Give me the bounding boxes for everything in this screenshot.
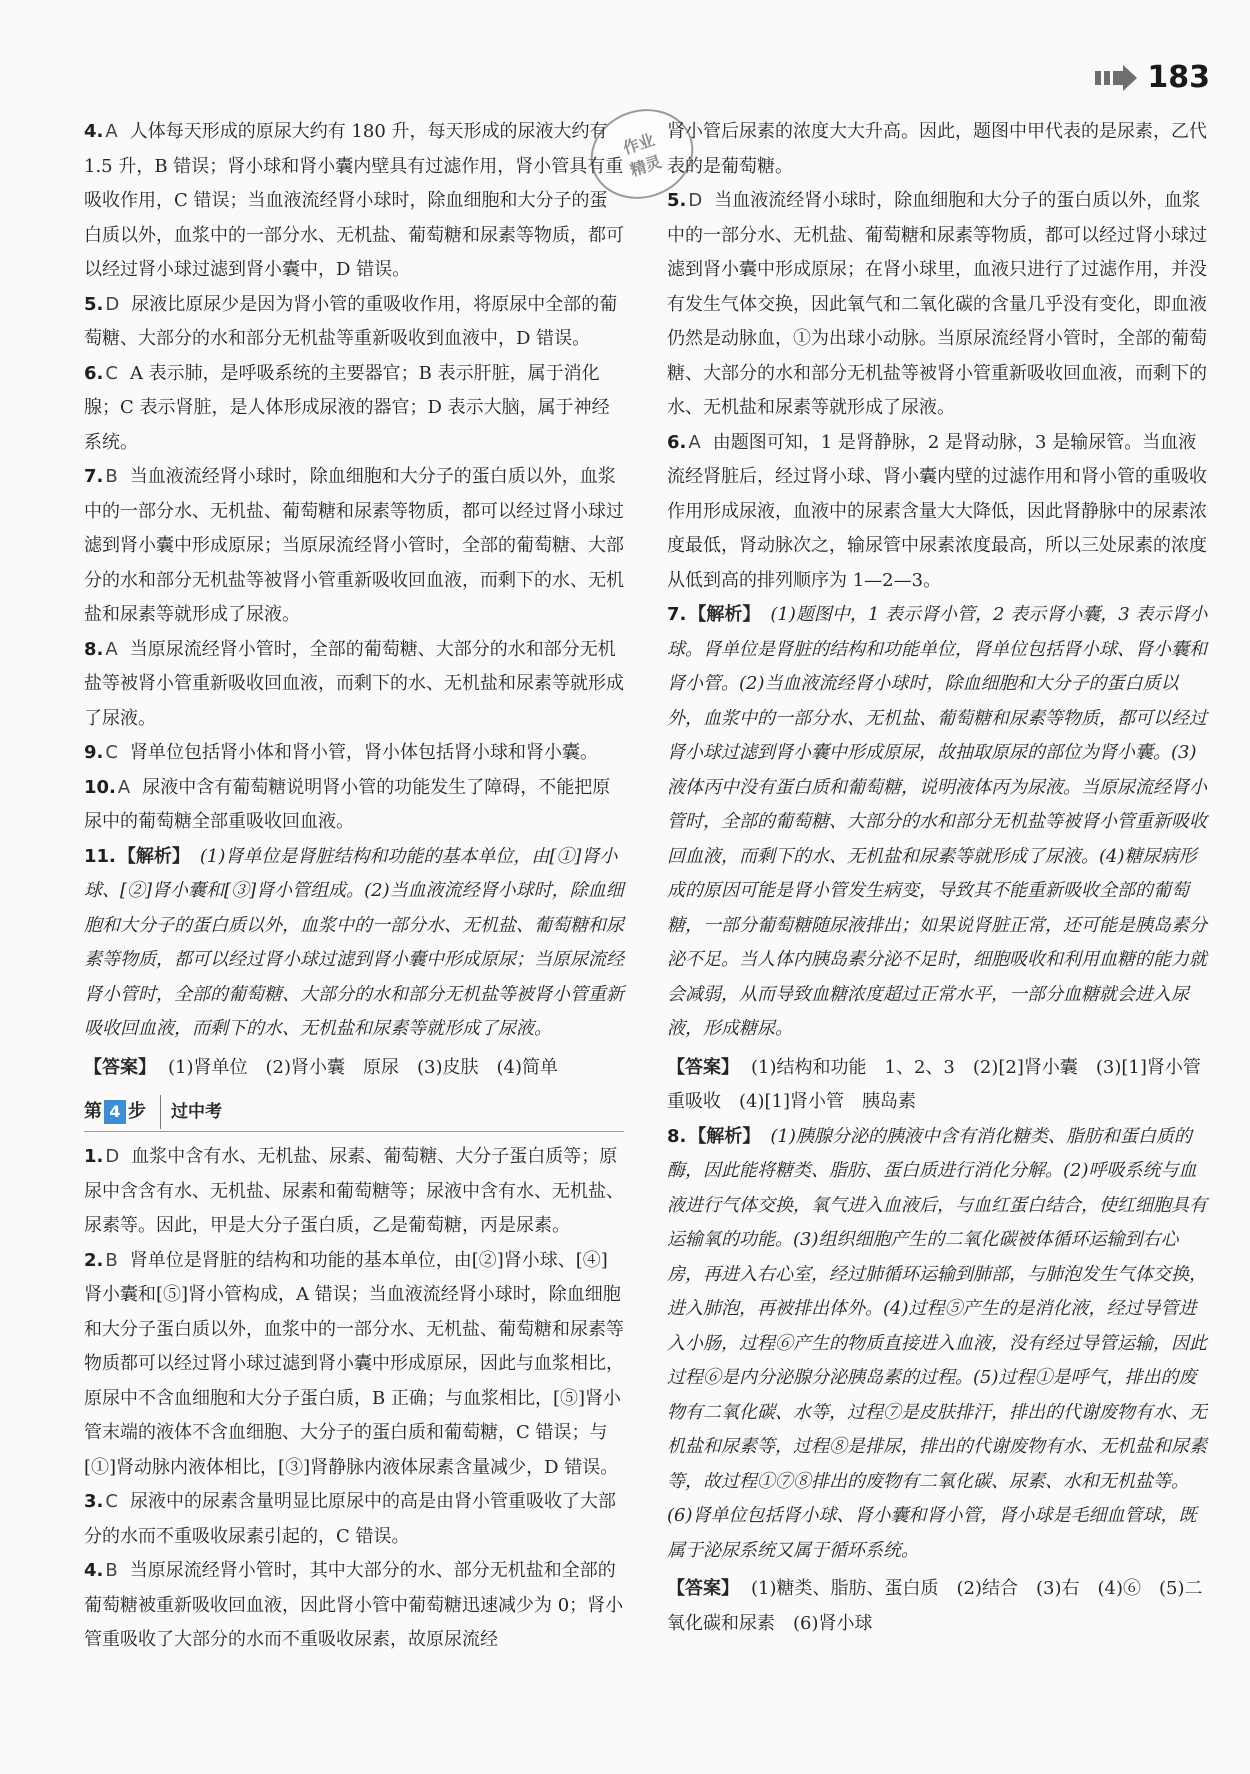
section-header <box>84 1095 624 1132</box>
item-number: 9. <box>84 742 104 763</box>
answer-key <box>667 1051 1219 1120</box>
item-explanation: (1)题图中，1 表示肾小管，2 表示肾小囊，3 表示肾小球。肾单位是肾脏的结构和功能单位，肾单位包括肾小球、肾小囊和肾小管。(2)当血液流经肾小球时，除血细胞和大分子的蛋白质以外，血浆中的一部分水、无机盐、葡萄糖和尿素等物质，都可以经过肾小球过滤到肾小囊中形成原尿，故抽取原尿的部位为肾小囊。(3)液体丙中没有蛋白质和葡萄糖，说明液体丙为尿液。当原尿流经肾小管时，全部的葡萄糖、大部分的水和部分无机盐等被肾小管重新吸收回血液，而剩下的水、无机盐和尿素等就形成了尿液。(4)糖尿病形成的原因可能是肾小管发生病变，导致其不能重新吸收全部的葡萄糖，一部分葡萄糖随尿液排出；如果说肾脏正常，还可能是胰岛素分泌不足。当人体内胰岛素分泌不足时，细胞吸收和利用血糖的能力就会减弱，从而导致血糖浓度超过正常水平，一部分血糖就会进入尿液，形成糖尿。 <box>667 604 1208 1039</box>
item-answer: C <box>105 362 118 384</box>
answer-item <box>84 771 624 840</box>
item-number: 7. <box>84 466 104 487</box>
answer-label: 【答案】 <box>84 1056 156 1078</box>
item-explanation: 尿液比原尿少是因为肾小管的重吸收作用，将原尿中全部的葡萄糖、大部分的水和部分无机盐等重新吸收到血液中，D 错误。 <box>84 293 618 349</box>
stamp-line1: 作业 <box>620 130 657 158</box>
item-answer: C <box>105 1491 118 1512</box>
item-answer: B <box>105 1560 118 1581</box>
item-number: 7. <box>667 604 687 625</box>
answer-item <box>84 1485 624 1554</box>
answer-item <box>667 184 1212 426</box>
section-title: 过中考 <box>160 1095 222 1130</box>
item-number: 5. <box>667 190 687 211</box>
item-number: 4. <box>84 1560 104 1581</box>
item-number: 1. <box>84 1146 104 1167</box>
item-answer: B <box>105 1249 118 1271</box>
answer-item <box>84 736 624 771</box>
item-explanation: 当血液流经肾小球时，除血细胞和大分子的蛋白质以外，血浆中的一部分水、无机盐、葡萄糖和尿素等物质，都可以经过肾小球过滤到肾小囊中形成原尿；当原尿流经肾小管时，全部的葡萄糖、大部分的水和部分无机盐等被肾小管重新吸收回血液，而剩下的水、无机盐和尿素等就形成了尿液。 <box>84 466 624 625</box>
answer-item <box>84 1140 624 1244</box>
item-explanation: 由题图可知，1 是肾静脉，2 是肾动脉，3 是输尿管。当血液流经肾脏后，经过肾小球、肾小囊内壁的过滤作用和肾小管的重吸收作用形成尿液，血液中的尿素含量大大降低，因此肾静脉中的尿素浓度最低，肾动脉次之，输尿管中尿素浓度最高，所以三处尿素的浓度从低到高的排列顺序为 1—2—3。 <box>667 431 1207 591</box>
answer-item <box>84 288 624 357</box>
analysis-label: 【解析】 <box>117 845 190 867</box>
right-column <box>667 115 1219 1641</box>
answer-item <box>84 460 624 633</box>
item-answer: A <box>105 638 118 660</box>
item-number: 5. <box>84 293 104 315</box>
item-number: 3. <box>84 1491 104 1512</box>
answer-label: 【答案】 <box>667 1578 739 1599</box>
item-number: 6. <box>667 431 687 453</box>
answer-item <box>667 426 1212 599</box>
answer-item <box>84 633 624 737</box>
item-explanation: 尿液中含有葡萄糖说明肾小管的功能发生了障碍，不能把原尿中的葡萄糖全部重吸收回血液。 <box>84 776 611 832</box>
item-number: 10. <box>84 776 116 798</box>
arrow-right-icon <box>1095 65 1137 91</box>
step-number: 4 <box>104 1100 126 1124</box>
item-explanation: (1)胰腺分泌的胰液中含有消化糖类、脂肪和蛋白质的酶，因此能将糖类、脂肪、蛋白质进行消化分解。(2)呼吸系统与血液进行气体交换，氧气进入血液后，与血红蛋白结合，使红细胞具有运输氧的功能。(3)组织细胞产生的二氧化碳被体循环运输到右心房，再进入右心室，经过肺循环运输到肺部，与肺泡发生气体交换，进入肺泡，再被排出体外。(4)过程⑤产生的是消化液，经过导管进入小肠，过程⑥产生的物质直接进入血液，没有经过导管运输，因此过程⑥是内分泌腺分泌胰岛素的过程。(5)过程①是呼气，排出的废物有二氧化碳、水等，过程⑦是皮肤排汗，排出的代谢废物有水、无机盐和尿素等，过程⑧是排尿，排出的代谢废物有水、无机盐和尿素等，故过程①⑦⑧排出的废物有二氧化碳、尿素、水和无机盐等。(6)肾单位包括肾小球、肾小囊和肾小管，肾小球是毛细血管球，既属于泌尿系统又属于循环系统。 <box>667 1125 1207 1561</box>
item-answer: A <box>688 431 701 453</box>
answer-text: (1)肾单位 (2)肾小囊 原尿 (3)皮肤 (4)简单 <box>168 1056 558 1078</box>
page-header <box>1095 60 1210 95</box>
item-answer: A <box>117 776 131 798</box>
item-explanation: 当原尿流经肾小管时，全部的葡萄糖、大部分的水和部分无机盐等被肾小管重新吸收回血液，而剩下的水、无机盐和尿素等就形成了尿液。 <box>84 638 624 729</box>
item-answer: C <box>105 742 118 763</box>
left-column <box>84 115 624 1658</box>
item-explanation: 尿液中的尿素含量明显比原尿中的高是由肾小管重吸收了大部分的水而不重吸收尿素引起的，C 错误。 <box>84 1491 616 1547</box>
answer-text: (1)糖类、脂肪、蛋白质 (2)结合 (3)右 (4)⑥ (5)二氧化碳和尿素 (6)肾小球 <box>667 1578 1203 1634</box>
item-explanation: 肾单位包括肾小体和肾小管，肾小体包括肾小球和肾小囊。 <box>129 742 598 763</box>
item-explanation: 肾单位是肾脏的结构和功能的基本单位，由[②]肾小球、[④]肾小囊和[⑤]肾小管构成，A 错误；当血液流经肾小球时，除血细胞和大分子蛋白质以外，血浆中的一部分水、无机盐、葡萄糖和尿素等物质都可以经过肾小球过滤到肾小囊中形成原尿，因此与血浆相比，原尿中不含血细胞和大分子蛋白质，B 正确；与血浆相比，[⑤]肾小管末端的液体不含血细胞、大分子的蛋白质和葡萄糖，C 错误；与[①]肾动脉内液体相比，[③]肾静脉内液体尿素含量减少，D 错误。 <box>84 1249 624 1478</box>
item-explanation: 人体每天形成的原尿大约有 180 升，每天形成的尿液大约有 1.5 升，B 错误；肾小球和肾小囊内壁具有过滤作用，肾小管具有重吸收作用，C 错误；当血液流经肾小球时，除血细胞和大分子的蛋白质以外，血浆中的一部分水、无机盐、葡萄糖和尿素等物质，都可以经过肾小球过滤到肾小囊中，D 错误。 <box>84 121 624 280</box>
item-number: 8. <box>667 1125 687 1147</box>
item-answer: B <box>105 466 118 487</box>
item-explanation: (1)肾单位是肾脏结构和功能的基本单位，由[①]肾小球、[②]肾小囊和[③]肾小管组成。(2)当血液流经肾小球时，除血细胞和大分子的蛋白质以外，血浆中的一部分水、无机盐、葡萄糖和尿素等物质，都可以经过肾小球过滤到肾小囊中形成原尿；当原尿流经肾小管时，全部的葡萄糖、大部分的水和部分无机盐等被肾小管重新吸收回血液，而剩下的水、无机盐和尿素等就形成了尿液。 <box>84 845 624 1039</box>
item-number: 4. <box>84 121 104 142</box>
answer-key <box>84 1051 624 1086</box>
analysis-label: 【解析】 <box>688 1125 761 1147</box>
continued-text: 肾小管后尿素的浓度大大升高。因此，题图中甲代表的是尿素，乙代表的是葡萄糖。 <box>667 121 1207 177</box>
answer-item <box>84 357 624 461</box>
answer-item <box>84 115 624 288</box>
item-answer: D <box>105 1146 120 1167</box>
item-number: 11. <box>84 845 116 867</box>
answer-item <box>667 598 1212 1047</box>
answer-item <box>84 1554 624 1658</box>
item-explanation: 血浆中含有水、无机盐、尿素、葡萄糖、大分子蛋白质等；原尿中含含有水、无机盐、尿素和葡萄糖等；尿液中含有水、无机盐、尿素等。因此，甲是大分子蛋白质，乙是葡萄糖，丙是尿素。 <box>84 1146 624 1236</box>
item-answer: D <box>105 293 120 315</box>
step-suffix: 步 <box>128 1100 146 1122</box>
answer-key <box>667 1572 1212 1641</box>
item-answer: A <box>105 121 118 142</box>
step-prefix: 第 <box>84 1100 102 1122</box>
stamp-line2: 精灵 <box>627 151 665 180</box>
item-explanation: A 表示肺，是呼吸系统的主要器官；B 表示肝脏，属于消化腺；C 表示肾脏，是人体形成尿液的器官；D 表示大脑，属于神经系统。 <box>84 362 610 453</box>
item-number: 2. <box>84 1249 104 1271</box>
analysis-label: 【解析】 <box>688 604 761 625</box>
answer-item <box>84 840 624 1047</box>
item-explanation: 当原尿流经肾小管时，其中大部分的水、部分无机盐和全部的葡萄糖被重新吸收回血液，因此肾小管中葡萄糖迅速减少为 0；肾小管重吸收了大部分的水而不重吸收尿素，故原尿流经 <box>84 1560 624 1650</box>
answer-item <box>84 1244 624 1486</box>
item-answer: D <box>688 190 703 211</box>
page-number: 183 <box>1147 60 1210 95</box>
answer-text: (1)结构和功能 1、2、3 (2)[2]肾小囊 (3)[1]肾小管 重吸收 (4)[1]肾小管 胰岛素 <box>667 1056 1219 1112</box>
item-number: 6. <box>84 362 104 384</box>
item-explanation: 当血液流经肾小球时，除血细胞和大分子的蛋白质以外，血浆中的一部分水、无机盐、葡萄糖和尿素等物质，都可以经过肾小球过滤到肾小囊中形成原尿；在肾小球里，血液只进行了过滤作用，并没有发生气体交换，因此氧气和二氧化碳的含量几乎没有变化，即血液仍然是动脉血，①为出球小动脉。当原尿流经肾小管时，全部的葡萄糖、大部分的水和部分无机盐等被肾小管重新吸收回血液，而剩下的水、无机盐和尿素等就形成了尿液。 <box>667 190 1207 418</box>
answer-label: 【答案】 <box>667 1056 739 1078</box>
item-number: 8. <box>84 638 104 660</box>
answer-item <box>667 1120 1212 1569</box>
